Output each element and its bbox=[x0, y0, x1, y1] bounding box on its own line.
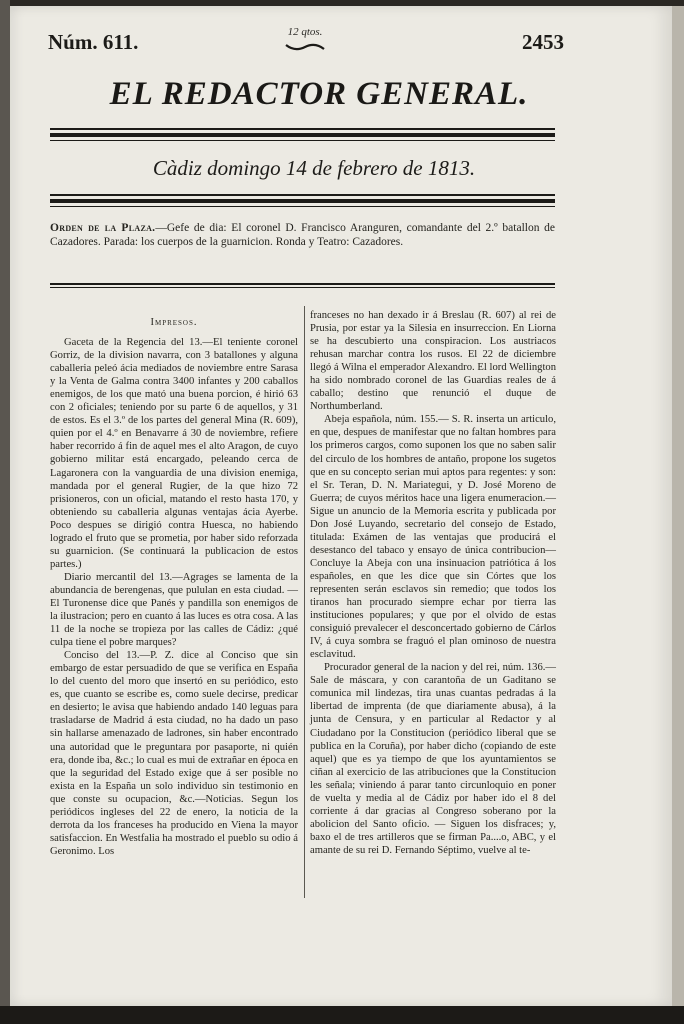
masthead-top-line bbox=[10, 26, 672, 62]
article-gaceta: Gaceta de la Regencia del 13.—El teniente coronel Gorriz, de la division navarra, con 3 batallones y alguna caballeria peleó ácia mediados de noviembre entre Sarasa y la Venta de Galma contra 3400 infantes y 200 caballos enemigos, de los que mató una buena porcion, é hirió 63 con 2 oficiales; teniendo por su parte 6 de aquellos, y 31 de estos. Es el 3.º de los partes del general Mina (R. 609), quien por el 4.º en Benavarre á 30 de noviembre, refiere haber recorrido á fin de aquel mes el alto Aragon, de cuyo gobierno militar está encargado, peleando cerca de Lagaronera con la vanguardia de una division enemiga, mandada por el general Rugier, de la que hizo 72 prisioneros, con un oficial, matando el resto hasta 170, y obteniendo su caballeria algunas ventajas ácia Ayerbe. Poco despues se dirigió contra Huesca, no habiendo logrado el fruto que se prometia, por haber sido reforzada su guarnicion. (Se continuará la publicacion de estos partes.) bbox=[50, 337, 298, 570]
left-column bbox=[50, 312, 298, 858]
newspaper-title: EL REDACTOR GENERAL. bbox=[109, 76, 529, 112]
date-rule-thick bbox=[50, 199, 555, 203]
article-continuation: franceses no han dexado ir á Breslau (R. 607) al rei de Prusia, por estar ya la Silesia en insurreccion. En Liorna se ha descubierto una conspiracion. Los austriacos rehusan marchar contra los rusos. El 22 de diciembre llegó á Wilna el emperador Alexandro. El lord Wellington ha sido nombrado coronel de las Guardias reales de á caballo; destino que renunció el duque de Northumberland. bbox=[310, 310, 556, 413]
column-divider bbox=[304, 306, 305, 898]
date-rule-thin-top bbox=[50, 194, 555, 196]
section-rule-bottom bbox=[50, 287, 555, 288]
article-procurador-general: Procurador general de la nacion y del rei, núm. 136.—Sale de máscara, y con carantoña de un Gaditano se comunica mil lindezas, tira unas cuantas pedradas á la libertad de imprenta (de que diariamente abusa), á la junta de Censura, y en particular al Redactor y al Ciudadano por la Constitucion (periódico liberal que se publica en la Coruña), por haber dicho (copiando de este aquel) que es ya tiempo de que los ayuntamientos se ciñan al exercicio de las atribuciones que la Constitucion les señala; viniendo á parar tanto circunloquio en poner de vuelta y media al de Cádiz por haber ido el 8 del corriente á dar gracias al Congreso soberano por la abolicion del Santo oficio. — Siguen los disfraces; y, baxo el de tres artilleros que se firman Pa....o, ABC, y el amante de su rei D. Fernando Séptimo, vuelve al te- bbox=[310, 662, 556, 856]
issue-number: Núm. 611. bbox=[48, 30, 139, 54]
orden-text: —Gefe de dia: El coronel D. Francisco Aranguren, comandante del 2.º batallon de Cazadores. Parada: los cuerpos de la guarnicion. Ronda y Teatro: Cazadores. bbox=[50, 222, 555, 248]
section-heading: Impresos. bbox=[150, 317, 198, 328]
dateline: Càdiz domingo 14 de febrero de 1813. bbox=[152, 156, 476, 180]
orden-de-la-plaza bbox=[50, 221, 555, 249]
price: 12 qtos. bbox=[287, 26, 323, 38]
date-rule-thin-bottom bbox=[50, 206, 555, 207]
bottom-background bbox=[0, 1006, 684, 1024]
orden-label: Orden de la Plaza. bbox=[50, 222, 156, 234]
article-conciso: Conciso del 13.—P. Z. dice al Conciso que sin embargo de estar persuadido de que se verifica en España lo del cuento del moro que insertó en su periódico, esto es, que cuanto se escribe es, como suele decirse, predicar en desierto; le avisa que habiendo andado 140 leguas para trasladarse de Madrid á esta ciudad, no ha dado un paso sin hallarse amenazado de ladrones, sin haber encontrado una autoridad que le preguntara por pasaporte, ni quién era, donde iba, &c.; lo cual es mui de extrañar en época en que la seguridad del Estado exige que á ser posible no exista en la España un solo individuo sin testimonio en que conste su ocupacion, &c.—Noticias. Segun los periódicos ingleses del 22 de enero, la noticia de la derrota da los franceses ha producido en Viena la mayor satisfaccion. En Westfalia ha mostrado el pueblo su odio á Geronimo. Los bbox=[50, 650, 298, 857]
page-number: 2453 bbox=[522, 30, 564, 54]
right-column bbox=[310, 309, 556, 857]
title-rule-thin-bottom bbox=[50, 140, 555, 141]
newspaper-page bbox=[10, 6, 672, 1006]
article-abeja-espanola: Abeja española, núm. 155.— S. R. inserta un articulo, en que, despues de manifestar que no faltan hombres para los primeros cargos, como suponen los que no saben salir del circulo de los hombres de antaño, propone los sugetos que en su concepto serian mui aptos para regentes: y son: el Sr. Teran, D. N. Mariategui, y D. José Moreno de Guerra; de cuyos méritos hace una ligera enumeracion.—Sigue un anuncio de la Memoria escrita y publicada por Don José Luyando, secretario del consejo de Estado, titulada: Exámen de las ventajas que producirá el desestanco del tabaco y ensayo de única contribucion—Concluye la Abeja con una insinuacion patriótica á los españoles, en que les dice que sin Córtes que los representen serán esclavos sin remedio; que todos los tiranos han procurado siempre echar por tierra las instituciones populares; y que por el olvido de estas consiguió prevalecer el desconcertado gobierno de Cárlos IV, á cuya sombra se fraguó el plan ominoso de nuestra esclavitud. bbox=[310, 414, 556, 661]
section-rule-top bbox=[50, 283, 555, 285]
swash-ornament-icon bbox=[280, 42, 330, 52]
title-rule-thin-top bbox=[50, 128, 555, 130]
page-edge-stack bbox=[672, 6, 684, 1006]
left-background bbox=[0, 0, 10, 1024]
title-rule-thick bbox=[50, 133, 555, 137]
article-diario-mercantil: Diario mercantil del 13.—Agrages se lamenta de la abundancia de berengenas, que pululan en esta ciudad. — El Turonense dice que Panés y pandilla son enemigos de la ilustracion; pero en cuanto á las luces es otra cosa. A las 11 de la noche se tropieza por las calles de Cádiz: ¿qué culpa tiene el pobre marques? bbox=[50, 571, 298, 649]
